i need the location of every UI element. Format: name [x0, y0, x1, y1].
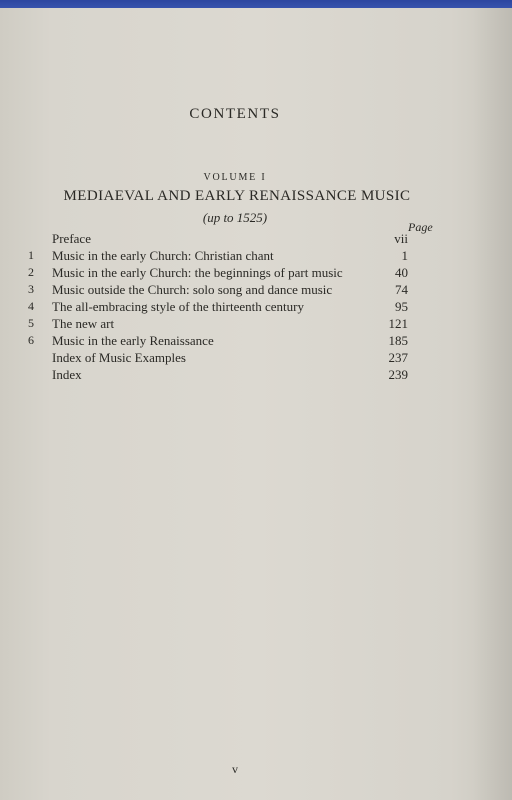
toc-entry-title: The new art: [52, 316, 115, 331]
toc-entry-title: Music in the early Renaissance: [52, 333, 214, 348]
page-number: v: [232, 762, 238, 776]
volume-subtitle: (up to 1525): [202, 210, 268, 225]
toc-entry: [0, 247, 512, 264]
toc-entry-title: Music in the early Church: the beginnings of part music: [52, 265, 343, 280]
toc-entry-title: Preface: [52, 231, 91, 246]
toc-entry: [0, 315, 512, 332]
toc-entry: [0, 332, 512, 349]
toc-entry-number: 1: [28, 248, 34, 262]
toc-entry: [0, 230, 512, 247]
toc-entry-title: Music outside the Church: solo song and dance music: [52, 282, 333, 297]
toc-entry: [0, 298, 512, 315]
toc-entry-page: 239: [388, 367, 408, 382]
toc-entry-page: 40: [395, 265, 408, 280]
volume-label: VOLUME I: [203, 172, 267, 183]
volume-title: MEDIAEVAL AND EARLY RENAISSANCE MUSIC: [63, 188, 411, 204]
toc-entry-page: 95: [395, 299, 408, 314]
toc-entry-title: Index of Music Examples: [52, 350, 186, 365]
toc-entry-number: 5: [28, 316, 34, 330]
book-page: [0, 8, 512, 800]
toc-entry-page: 237: [388, 350, 408, 365]
toc-entry-page: 121: [388, 316, 408, 331]
toc-entry: [0, 281, 512, 298]
page-shadow: [472, 8, 512, 800]
toc-entry-number: 3: [28, 282, 34, 296]
page-column-label: Page: [408, 220, 433, 234]
toc-entry-page: vii: [394, 231, 408, 246]
toc-entry-page: 74: [395, 282, 408, 297]
toc-entry: [0, 349, 512, 366]
toc-entry-title: Music in the early Church: Christian chant: [52, 248, 274, 263]
toc-entry-title: Index: [52, 367, 82, 382]
toc-entry-page: 185: [388, 333, 408, 348]
toc-entry-number: 4: [28, 299, 34, 313]
toc-entry: [0, 264, 512, 281]
toc-entry: [0, 366, 512, 383]
toc-entry-title: The all-embracing style of the thirteenth century: [52, 299, 304, 314]
toc-entry-number: 6: [28, 333, 34, 347]
contents-heading: CONTENTS: [189, 106, 281, 122]
toc-entry-number: 2: [28, 265, 34, 279]
toc-entry-page: 1: [401, 248, 408, 263]
